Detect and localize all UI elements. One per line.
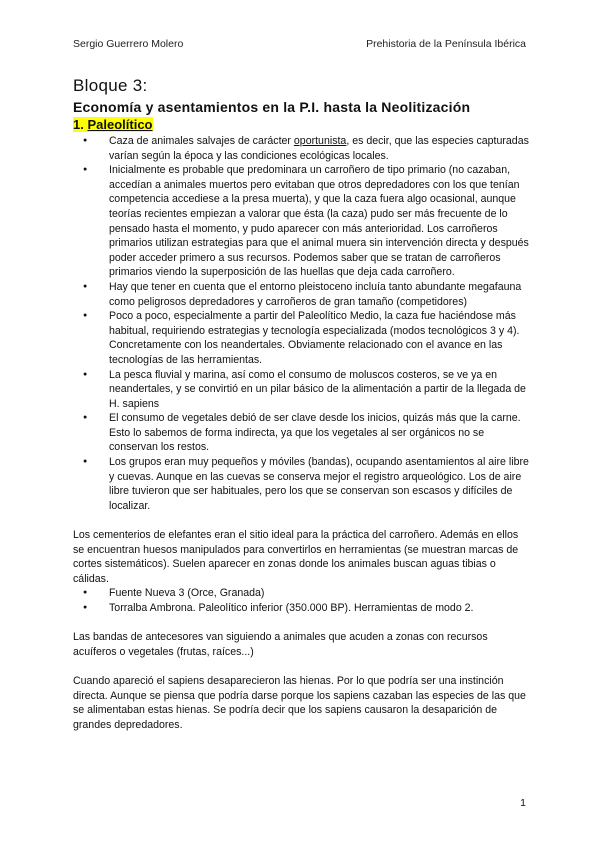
paragraph-bands: Las bandas de antecesores van siguiendo a animales que acuden a zonas con recursos acuíferos o vegetales (frutas, raíces...) (73, 631, 488, 658)
bullet-text: , es decir, que las especies capturadas varían según la época y las condiciones ecológicas locales. (109, 135, 529, 162)
bullet-item: ● Los grupos eran muy pequeños y móviles (bandas), ocupando asentamientos al aire libre y cuevas. Aunque en las cuevas se conserva mejor el registro arqueológico. Los de aire libre tuvieron que ser habituales, pero los que se conservan son escasos y difíciles de localizar. (109, 455, 531, 513)
bullet-item (109, 134, 531, 163)
block-title: Bloque 3: (73, 76, 148, 95)
section-title: Paleolítico (87, 117, 153, 132)
section-highlight (73, 117, 153, 132)
bullet-list (73, 134, 531, 513)
paragraph-sapiens: Cuando apareció el sapiens desaparecieron las hienas. Por lo que podría ser una instinción directa. Aunque se piensa que podría darse porque los sapiens cazaban las especies de las que se alimentaban estas hienas. Se podría decir que los sapiens causaron la desaparición de grandes depredadores. (73, 674, 526, 731)
bullet-item: ● Poco a poco, especialmente a partir del Paleolítico Medio, la caza fue haciéndose más habitual, requiriendo estrategias y tecnología especializada (modos tecnológicos 3 y 4). Concretamente con los neandertales. Obviamente relacionado con el avance en las tecnologías de las herramientas. (109, 309, 531, 367)
spacer (73, 659, 531, 674)
bullet-item: ● Hay que tener en cuenta que el entorno pleistoceno incluía tanto abundante megafauna como peligrosos depredadores y carroñeros de gran tamaño (competidores) (109, 280, 531, 309)
page-content (73, 76, 531, 732)
section-heading (73, 117, 531, 133)
bullet-item: ● El consumo de vegetales debió de ser clave desde los inicios, quizás más que la carne. Esto lo sabemos de forma indirecta, ya que los vegetales al ser orgánicos no se conservan los restos. (109, 411, 531, 455)
section-number: 1. (73, 117, 84, 132)
header-author: Sergio Guerrero Molero (73, 38, 184, 50)
site-item: ● Torralba Ambrona. Paleolítico inferior (350.000 BP). Herramientas de modo 2. (109, 601, 531, 616)
page-number: 1 (520, 797, 526, 809)
site-item: ● Fuente Nueva 3 (Orce, Granada) (109, 586, 531, 601)
underlined-term: oportunista (293, 135, 347, 147)
spacer (73, 616, 531, 631)
bullet-text: Caza de animales salvajes de carácter (109, 135, 294, 147)
sites-list (73, 586, 531, 615)
spacer (73, 513, 531, 528)
block-subtitle: Economía y asentamientos en la P.I. hasta la Neolitización (73, 99, 471, 115)
bullet-item: ● La pesca fluvial y marina, así como el consumo de moluscos costeros, se ve ya en neandertales, y se convirtió en un pilar básico de la alimentación a partir de la llegada de H. sapiens (109, 368, 531, 412)
bullet-item: ● Inicialmente es probable que predominara un carroñero de tipo primario (no cazaban, accedían a animales muertos pero evitaban que otros depredadores con los que tenían competencia accediese a la presa muerta), y que la caza fuera algo ocasional, aunque teorías recientes empiezan a valorar que ésta (la caza) pudo ser más frecuente de lo pensado hasta el momento, y pudo aparecer con más anterioridad. Los carroñeros primarios utilizan estrategias para que el animal muera sin intervención directa y después poder acceder primero a sus recursos. Podemos saber que se tratan de carroñeros primarios viendo la superposición de las huellas que deja cada carroñero. (109, 163, 531, 280)
header-course: Prehistoria de la Península Ibérica (366, 38, 526, 50)
paragraph-cemeteries: Los cementerios de elefantes eran el sitio ideal para la práctica del carroñero. Además en ellos se encuentran huesos manipulados para convertirlos en herramientas (se muestran marcas de cortes sistemáticos). Suelen aparecer en zonas donde los animales buscan aguas tibias o cálidas. (73, 529, 519, 585)
